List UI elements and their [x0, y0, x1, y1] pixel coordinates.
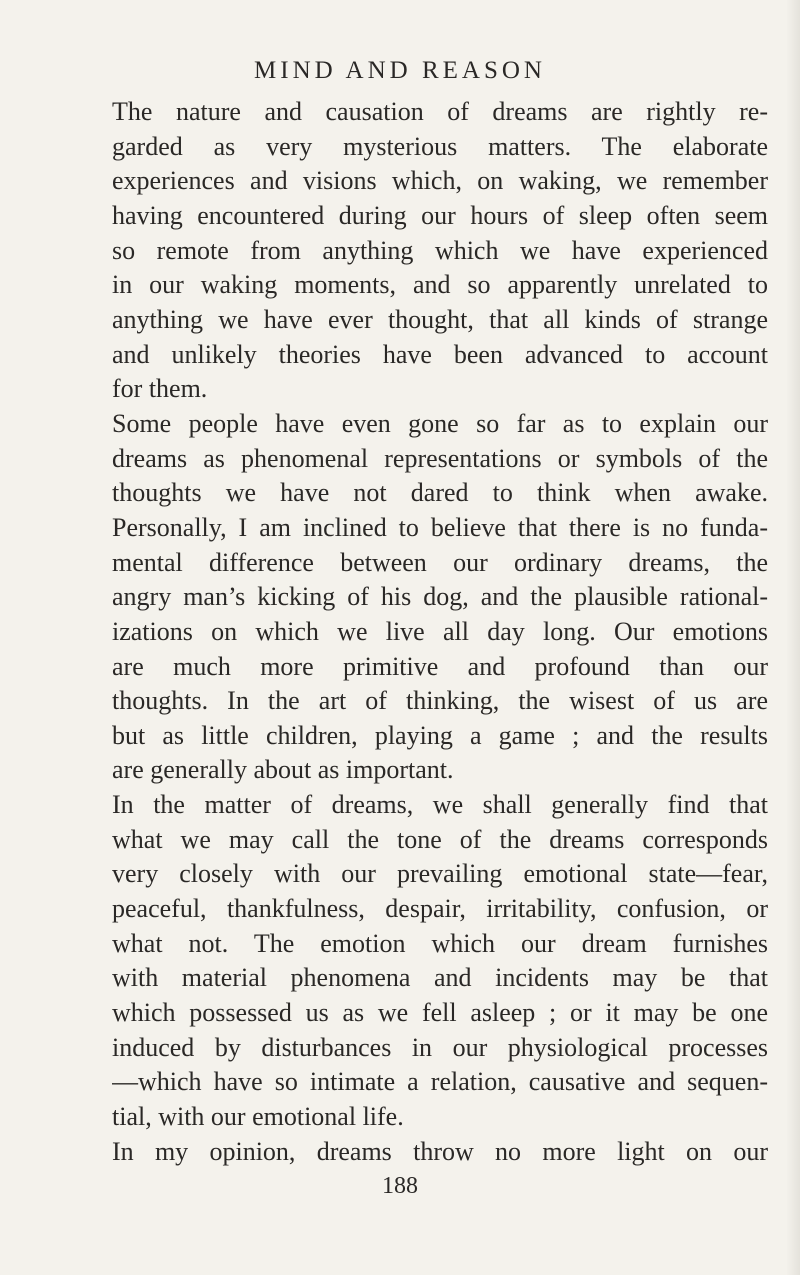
- text-line: and unlikely theories have been advanced to account: [112, 339, 768, 369]
- text-line: Some people have even gone so far as to explain our: [112, 408, 768, 438]
- text-line: anything we have ever thought, that all kinds of strange: [112, 304, 768, 334]
- text-line: in our waking moments, and so apparently unrelated to: [112, 270, 768, 300]
- text-line: for them.: [112, 374, 208, 404]
- text-line: thoughts. In the art of thinking, the wisest of us are: [112, 686, 768, 716]
- body-text: [112, 95, 768, 1169]
- text-line: The nature and causation of dreams are rightly re-: [112, 97, 768, 126]
- text-line: with material phenomena and incidents may be that: [112, 963, 768, 993]
- text-line: peaceful, thankfulness, despair, irritability, confusion, or: [112, 894, 768, 924]
- text-line: so remote from anything which we have experienced: [112, 235, 768, 265]
- text-line: are generally about as important.: [112, 755, 454, 785]
- text-line: very closely with our prevailing emotional state—fear,: [112, 859, 768, 889]
- text-line: dreams as phenomenal representations or symbols of the: [112, 443, 768, 473]
- text-line: but as little children, playing a game ; and the results: [112, 720, 768, 750]
- running-head: MIND AND REASON: [254, 57, 546, 84]
- text-line: In my opinion, dreams throw no more light on our: [112, 1136, 768, 1166]
- text-line: having encountered during our hours of sleep often seem: [112, 200, 768, 230]
- text-line: what not. The emotion which our dream furnishes: [112, 928, 768, 958]
- text-line: are much more primitive and profound than our: [112, 651, 768, 681]
- text-line: induced by disturbances in our physiological processes: [112, 1032, 768, 1062]
- text-line: In the matter of dreams, we shall generally find that: [112, 790, 768, 820]
- text-line: garded as very mysterious matters. The elaborate: [112, 131, 768, 161]
- text-line: mental difference between our ordinary dreams, the: [112, 547, 768, 577]
- text-line: thoughts we have not dared to think when awake.: [112, 478, 768, 508]
- text-line: experiences and visions which, on waking, we remember: [112, 166, 768, 196]
- text-line: —which have so intimate a relation, causative and sequen-: [112, 1067, 768, 1097]
- text-line: tial, with our emotional life.: [112, 1102, 404, 1132]
- text-line: which possessed us as we fell asleep ; or it may be one: [112, 998, 768, 1028]
- text-line: Personally, I am inclined to believe that there is no funda-: [112, 512, 768, 542]
- text-line: what we may call the tone of the dreams corresponds: [112, 824, 768, 854]
- text-line: izations on which we live all day long. Our emotions: [112, 616, 768, 646]
- text-line: angry man’s kicking of his dog, and the plausible rational-: [112, 582, 768, 612]
- page-number: 188: [382, 1173, 418, 1200]
